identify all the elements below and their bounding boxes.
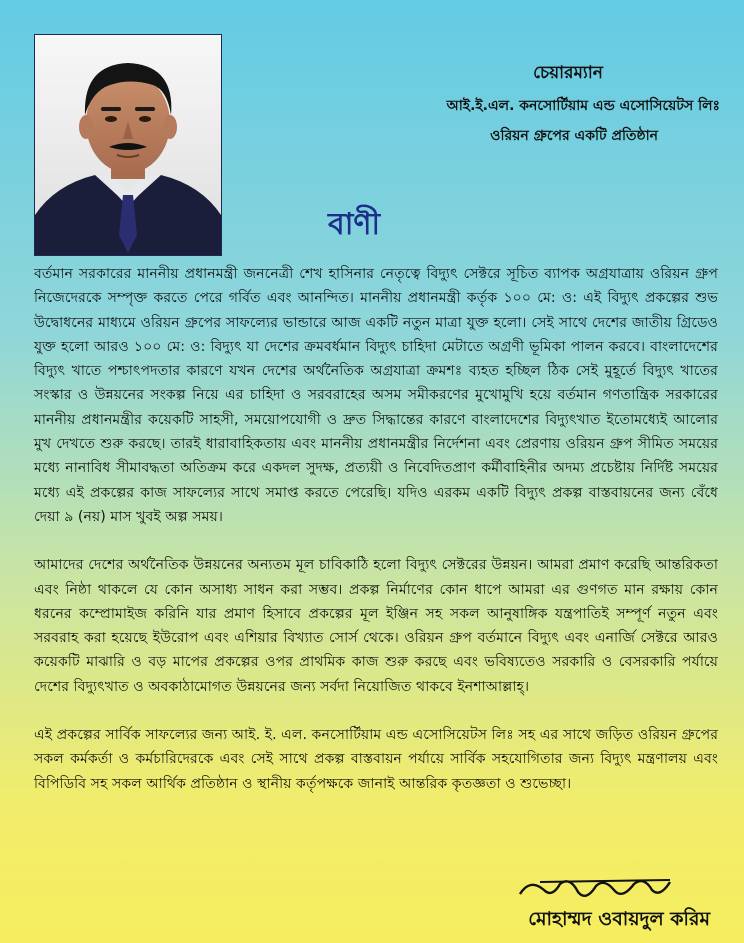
header-block bbox=[380, 60, 720, 148]
paragraph-2: আমাদের দেশের অর্থনৈতিক উন্নয়নের অন্যতম মূল চাবিকাঠি হলো বিদ্যুৎ সেক্টরের উন্নয়ন। আমরা প্রমাণ করেছি আন্তরিকতা এবং নিষ্ঠা থাকলে যে কোন অসাধ্য সাধন করা সম্ভব। প্রকল্প নির্মাণের কোন ধাপে আমরা এর গুণগত মান রক্ষায় কোন ধরনের কম্প্রোমাইজ করিনি যার প্রমাণ হিসাবে প্রকল্পের মূল ইঞ্জিন সহ সকল আনুষাঙ্গিক যন্ত্রপাতিই সম্পূর্ণ নতুন এবং সরবরাহ করা হয়েছে ইউরোপ এবং এশিয়ার বিখ্যাত সোর্স থেকে। ওরিয়ন গ্রুপ বর্তমানে বিদ্যুৎ এবং এনার্জি সেক্টরে আরও কয়েকটি মাঝারি ও বড় মাপের প্রকল্পের ওপর প্রাথমিক কাজ শুরু করছে এবং ভবিষ্যতেও সরকারি ও বেসরকারি পর্যায়ে দেশের বিদ্যুৎখাত ও অবকাঠামোগত উন্নয়নের জন্য সর্বদা নিয়োজিত থাকবে ইনশাআল্লাহ্। bbox=[34, 557, 718, 695]
company-name: আই.ই.এল. কনসোর্টিয়াম এন্ড এসোসিয়েটস লিঃ bbox=[446, 98, 720, 114]
designation: চেয়ারম্যান bbox=[533, 63, 603, 83]
group-affiliation: ওরিয়ন গ্রুপের একটি প্রতিষ্ঠান bbox=[490, 128, 658, 144]
paragraph-3: এই প্রকল্পের সার্বিক সাফল্যের জন্য আই. ই. এল. কনসোর্টিয়াম এন্ড এসোসিয়েটস লিঃ সহ এর সাথে জড়িত ওরিয়ন গ্রুপের সকল কর্মকর্তা ও কর্মচারিদেরকে এবং সেই সাথে প্রকল্প বাস্তবায়ন পর্যায়ে সার্বিক সহযোগিতার জন্য বিদ্যুৎ মন্ত্রণালয় এবং বিপিডিবি সহ সকল আর্থিক প্রতিষ্ঠান ও স্থানীয় কর্তৃপক্ষকে জানাই আন্তরিক কৃতজ্ঞতা ও শুভেচ্ছা। bbox=[34, 727, 718, 792]
page-title: বাণী bbox=[328, 207, 381, 242]
message-body bbox=[34, 262, 718, 820]
handwritten-signature bbox=[500, 872, 710, 908]
paragraph-1: বর্তমান সরকারের মাননীয় প্রধানমন্ত্রী জননেত্রী শেখ হাসিনার নেতৃত্বে বিদ্যুৎ সেক্টরে সূচিত ব্যাপক অগ্রযাত্রায় ওরিয়ন গ্রুপ নিজেদেরকে সম্পৃক্ত করতে পেরে গর্বিত এবং আনন্দিত। মাননীয় প্রধানমন্ত্রী কর্তৃক ১০০ মে: ও: এই বিদ্যুৎ প্রকল্পের শুভ উদ্বোধনের মাধ্যমে ওরিয়ন গ্রুপের সাফল্যের ভান্ডারে আজ একটি নতুন মাত্রা যুক্ত হলো। সেই সাথে দেশের জাতীয় গ্রিডেও যুক্ত হলো আরও ১০০ মে: ও: বিদ্যুৎ যা দেশের ক্রমবর্ধমান বিদ্যুৎ চাহিদা মেটাতে অগ্রণী ভূমিকা পালন করবে। বাংলাদেশের বিদ্যুৎ খাতে পশ্চাৎপদতার কারণে যখন দেশের অর্থনৈতিক অগ্রযাত্রা ক্রমশঃ ব্যহত হচ্ছিল ঠিক সেই মুহূর্তে বিদ্যুৎ খাতের সংস্কার ও উন্নয়নের সংকল্প নিয়ে এর চাহিদা ও সরবরাহের অসম সমীকরণের মুখোমুখি হয়ে বর্তমান গণতান্ত্রিক সরকারের মাননীয় প্রধানমন্ত্রীর কয়েকটি সাহসী, সময়োপযোগী ও দ্রুত সিদ্ধান্তের কারণে বাংলাদেশের বিদ্যুৎখাত ইতোমধ্যেই আলোর মুখ দেখতে শুরু করছে। তারই ধারাবাহিকতায় এবং মাননীয় প্রধানমন্ত্রীর নির্দেশনা এবং প্রেরণায় ওরিয়ন গ্রুপ সীমিত সময়ের মধ্যে নানাবিধ সীমাবদ্ধতা অতিক্রম করে একদল সুদক্ষ, প্রত্যয়ী ও নিবেদিতপ্রাণ কর্মীবাহিনীর অদম্য প্রচেষ্টায় নির্দিষ্ট সময়ের মধ্যে এই প্রকল্পের কাজ সাফল্যের সাথে সমাপ্ত করতে পেরেছি। যদিও এরকম একটি বিদ্যুৎ প্রকল্প বাস্তবায়নের জন্য বেঁধে দেয়া ৯ (নয়) মাস খুবই অল্প সময়। bbox=[34, 266, 718, 525]
chairman-portrait bbox=[34, 34, 222, 256]
signer-name: মোহাম্মদ ওবায়দুল করিম bbox=[528, 908, 710, 930]
